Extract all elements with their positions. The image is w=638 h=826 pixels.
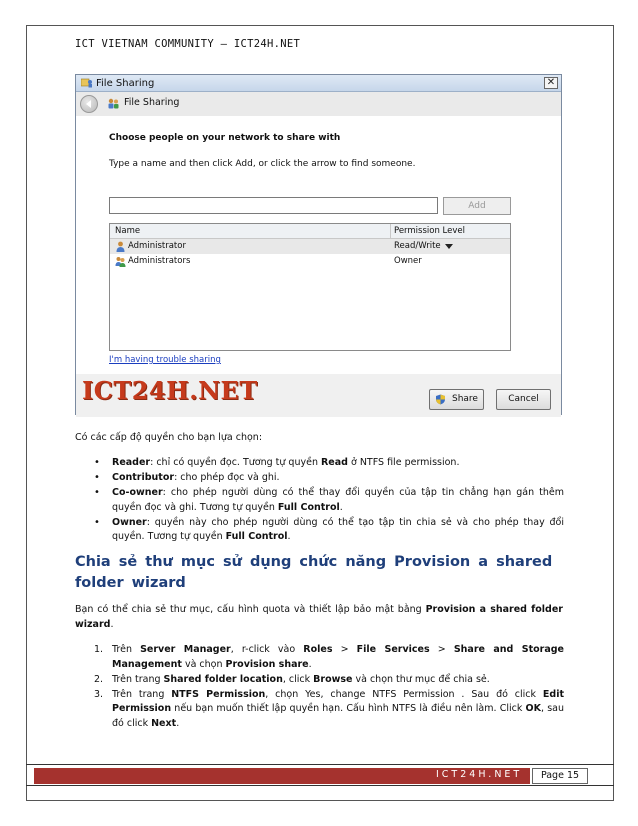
share-people-icon (107, 98, 120, 109)
cancel-button[interactable]: Cancel (496, 389, 551, 410)
bullet-text: . (287, 531, 291, 542)
step-text: . (176, 717, 180, 729)
share-button[interactable] (429, 389, 484, 410)
step-item (94, 643, 564, 672)
page-number: Page 15 (532, 768, 588, 784)
list-item (94, 516, 564, 545)
intro-text: Có các cấp độ quyền cho bạn lựa chọn: (75, 432, 263, 443)
column-divider (390, 224, 391, 238)
step-bold: Next (151, 717, 177, 729)
bullet-text: : chỉ có quyền đọc. Tương tự quyền (150, 457, 321, 468)
step-text: > (429, 644, 454, 655)
step-bold: Edit Permission (112, 688, 564, 714)
step-text: , click (282, 673, 314, 685)
bullet-text: ở NTFS file permission. (347, 457, 460, 468)
add-button[interactable]: Add (443, 197, 511, 215)
step-bold: Roles (303, 644, 333, 655)
step-bold: NTFS Permission (171, 688, 266, 700)
shield-icon (435, 394, 446, 405)
step-text: Trên trang (112, 673, 164, 685)
step-number: 3. (94, 688, 104, 700)
bullet-bold: Read (320, 457, 348, 468)
bullet-term: Co-owner (112, 487, 163, 498)
step-bold: Server Manager (140, 644, 231, 655)
step-item (94, 688, 564, 732)
bullet-bold: Full Control (277, 501, 340, 513)
step-number: 2. (94, 673, 104, 685)
section-paragraph (75, 602, 563, 632)
group-icon (115, 256, 126, 267)
para-text: . (110, 619, 114, 630)
page-header: ICT VIETNAM COMMUNITY – ICT24H.NET (75, 38, 301, 50)
step-text: > (332, 644, 357, 655)
list-item[interactable] (110, 254, 510, 269)
back-arrow-icon[interactable] (80, 95, 98, 113)
footer-site: ICT24H.NET (436, 769, 523, 780)
bullet-text: : cho phép đọc và ghi. (174, 472, 280, 483)
bullet-bold: Full Control (225, 531, 288, 542)
step-text: , r-click vào (230, 644, 304, 655)
step-text: Trên trang (112, 688, 172, 700)
user-icon (115, 241, 126, 252)
bullet-term: Contributor (112, 472, 175, 483)
share-label: Share (452, 394, 478, 404)
permission-level[interactable]: Read/Write (394, 241, 441, 251)
step-text: , sau đó click (112, 703, 564, 729)
file-sharing-icon (81, 78, 93, 88)
bullet-term: Reader (112, 457, 151, 468)
step-bold: OK (525, 703, 541, 714)
step-bold: Share and Storage Management (112, 644, 564, 670)
column-name[interactable]: Name (115, 226, 141, 236)
trouble-sharing-link[interactable]: I'm having trouble sharing (109, 355, 221, 365)
list-item (94, 486, 564, 515)
step-text: và chọn (181, 658, 226, 670)
para-text: Bạn có thể chia sẻ thư mục, cấu hình quota và thiết lập bảo mật bằng (75, 604, 426, 615)
window-title: File Sharing (96, 78, 155, 89)
column-permission[interactable]: Permission Level (394, 226, 465, 236)
steps-list (94, 643, 564, 732)
nav-title: File Sharing (124, 97, 180, 108)
permission-list (109, 223, 511, 351)
step-text: và chọn thư mục để chia sẻ. (352, 673, 490, 685)
step-bold: File Services (356, 644, 430, 655)
user-name: Administrator (128, 241, 186, 251)
step-bold: Shared folder location (163, 673, 283, 685)
page-footer (26, 764, 614, 786)
list-item (94, 456, 564, 471)
title-bar (76, 75, 561, 92)
permission-dropdown-icon[interactable] (445, 244, 453, 249)
list-header (110, 224, 510, 239)
bullet-text: : cho phép người dùng có thể thay đổi quyền của tập tin chẳng hạn gán thêm quyền đọc và ghi. Tương tự quyền (112, 487, 564, 513)
step-text: nếu bạn muốn thiết lập quyền hạn. Cấu hình NTFS là điều nên làm. Click (171, 703, 526, 714)
close-button[interactable]: ✕ (544, 77, 558, 89)
para-bold: Provision a shared folder wizard (75, 604, 563, 630)
dialog-content (76, 116, 561, 416)
watermark-logo: ICT24H.NET (82, 376, 258, 405)
list-item[interactable] (110, 239, 510, 254)
step-text: , chọn Yes, change NTFS Permission . Sau đó click (265, 688, 543, 700)
bullet-term: Owner (112, 516, 147, 528)
step-bold: Browse (313, 673, 353, 685)
permission-bullets (94, 456, 564, 545)
dialog-footer (76, 374, 561, 417)
user-name: Administrators (128, 256, 191, 266)
permission-level: Owner (394, 256, 422, 266)
bullet-text: . (339, 501, 343, 513)
step-item (94, 673, 564, 688)
dialog-instruction: Type a name and then click Add, or click the arrow to find someone. (109, 159, 416, 169)
nav-bar (76, 92, 561, 116)
step-bold: Provision share (225, 658, 309, 670)
list-item (94, 471, 564, 486)
bullet-text: : quyền này cho phép người dùng có thể tạo tập tin chia sẻ và cho phép thay đổi quyền. Tương tự quyền (112, 516, 564, 542)
step-text: Trên (112, 644, 141, 655)
section-heading: Chia sẻ thư mục sử dụng chức năng Provision a shared folder wizard (75, 554, 553, 591)
name-input[interactable] (109, 197, 438, 214)
step-text: . (308, 658, 312, 670)
file-sharing-dialog (75, 74, 562, 415)
dialog-heading: Choose people on your network to share with (109, 133, 341, 143)
step-number: 1. (94, 644, 104, 655)
